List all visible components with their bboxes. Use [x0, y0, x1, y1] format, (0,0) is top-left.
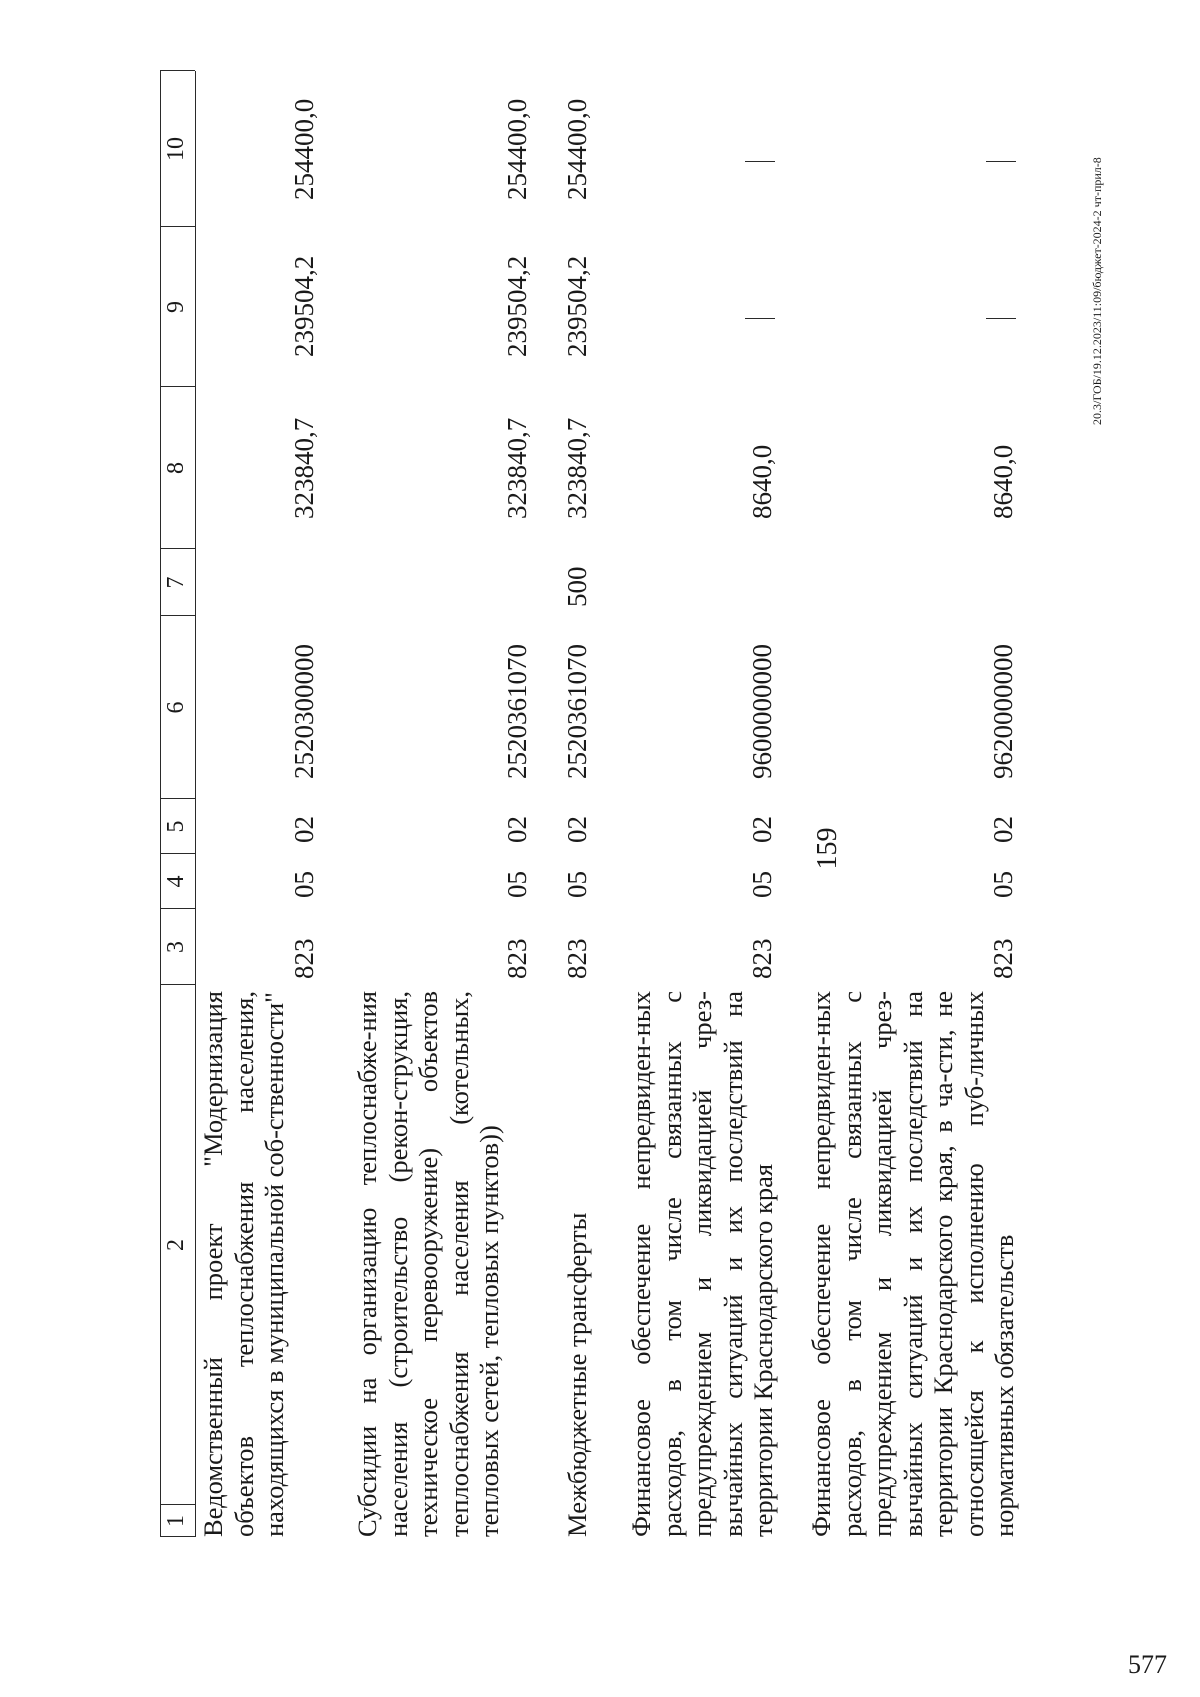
cell-col6: 9600000000 [747, 644, 777, 779]
cell-col4: 05 [747, 871, 777, 898]
empty-value-dash [986, 318, 1016, 319]
cell-col9: 239504,2 [502, 255, 532, 357]
column-header: 10 [163, 137, 189, 161]
cell-col4: 05 [988, 871, 1018, 898]
cell-col8: 8640,0 [988, 444, 1018, 519]
cell-col5: 02 [988, 816, 1018, 843]
cell-col10: 254400,0 [502, 98, 532, 200]
sheet-number: 577 [1128, 1650, 1167, 1679]
column-header: 9 [163, 301, 189, 313]
empty-value-dash [986, 161, 1016, 162]
column-header: 4 [163, 875, 189, 888]
cell-col4: 05 [502, 871, 532, 898]
cell-col5: 02 [502, 816, 532, 843]
empty-value-dash [745, 161, 775, 162]
table-row-description: Финансовое обеспечение непредвиден-ных расходов, в том числе связанных с предупреждением и ликвидацией чрез-вычайных ситуаций и их последствий на территории Краснодарского края [626, 991, 778, 1537]
table-top-border [160, 71, 161, 1537]
cell-col3: 823 [289, 938, 319, 979]
cell-col5: 02 [289, 816, 319, 843]
cell-col8: 8640,0 [747, 444, 777, 519]
cell-col6: 2520361070 [562, 644, 592, 779]
document-code: 20.3/ГОБ/19.12.2023/11:09/бюджет-2024-2 чт-прил-8 [1090, 157, 1104, 425]
column-header: 2 [163, 1239, 189, 1251]
table-row-description: Субсидии на организацию теплоснабже-ния населения (строительство (рекон-струкция, техническое перевооружение) объектов теплоснабжения населения (котельных, тепловых сетей, тепловых пунктов)) [352, 991, 504, 1537]
column-header: 6 [163, 701, 189, 714]
table-row-description: Межбюджетные трансферты [562, 1212, 592, 1537]
cell-col8: 323840,7 [502, 417, 532, 519]
column-header: 1 [163, 1515, 189, 1527]
cell-col6: 9620000000 [988, 644, 1018, 779]
cell-col3: 823 [502, 938, 532, 979]
cell-col9: 239504,2 [562, 255, 592, 357]
page-number: 159 [812, 827, 843, 870]
cell-col3: 823 [988, 938, 1018, 979]
cell-col8: 323840,7 [562, 417, 592, 519]
table-row-description: Финансовое обеспечение непредвиден-ных расходов, в том числе связанных с предупреждением и ликвидацией чрез-вычайных ситуаций и их последствий на территории Краснодарского края, в ча-сти, не относящейся к исполнению пуб-личных нормативных обязательств [806, 991, 1019, 1537]
column-header: 5 [163, 820, 189, 833]
cell-col8: 323840,7 [289, 417, 319, 519]
column-header: 8 [163, 462, 189, 474]
cell-col3: 823 [747, 938, 777, 979]
cell-col4: 05 [562, 871, 592, 898]
cell-col10: 254400,0 [562, 98, 592, 200]
cell-col5: 02 [562, 816, 592, 843]
cell-col5: 02 [747, 816, 777, 843]
column-header: 3 [163, 941, 189, 953]
empty-value-dash [745, 318, 775, 319]
cell-col9: 239504,2 [289, 255, 319, 357]
cell-col6: 2520300000 [289, 644, 319, 779]
cell-col7: 500 [562, 566, 592, 607]
column-header: 7 [163, 576, 189, 589]
header-bottom-border [195, 71, 196, 1537]
table-row-description: Ведомственный проект "Модернизация объектов теплоснабжения населения, находящихся в муниципальной соб-ственности" [198, 991, 289, 1537]
cell-col10: 254400,0 [289, 98, 319, 200]
cell-col6: 2520361070 [502, 644, 532, 779]
cell-col3: 823 [562, 938, 592, 979]
cell-col4: 05 [289, 871, 319, 898]
